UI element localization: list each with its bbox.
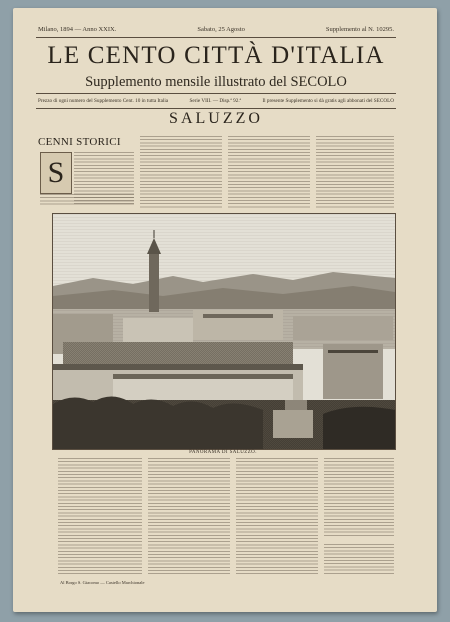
figure-caption: PANORAMA DI SALUZZO. (189, 450, 257, 455)
header-place-year: Milano, 1894 — Anno XXIX. (38, 25, 117, 33)
notice-free: Il presente Supplemento si dà gratis agli abbonati del SECOLO (262, 98, 394, 104)
text-column-lower-1 (58, 458, 142, 576)
header-line (38, 24, 394, 34)
panorama-illustration (52, 213, 396, 450)
header-supplement: Supplemento al N. 10295. (325, 25, 394, 33)
masthead-subtitle: Supplemento mensile illustrato del SECOLO (85, 74, 347, 90)
masthead-title: LE CENTO CITTÀ D'ITALIA (47, 42, 385, 69)
text-column-3 (228, 136, 310, 208)
text-column-1-lower (40, 194, 134, 206)
text-column-lower-3 (236, 458, 318, 576)
notice-rule-bottom (36, 108, 396, 109)
text-column-lower-4-upper (324, 458, 394, 538)
text-column-lower-4-lower (324, 544, 394, 576)
header-rule (36, 37, 396, 38)
notice-line (38, 95, 394, 107)
section-heading: CENNI STORICI (38, 136, 121, 148)
footnote: Al Borgo S. Giacomo — Castello Marchionale (60, 580, 145, 585)
text-column-4 (316, 136, 394, 208)
panorama-engraving (53, 214, 395, 449)
notice-rule-top (36, 93, 396, 94)
text-column-lower-2 (148, 458, 230, 576)
text-column-2 (140, 136, 222, 208)
notice-price: Prezzo di ogni numero del Supplemento Cent. 10 in tutta Italia (38, 98, 169, 104)
header-date: Sabato, 25 Agosto (197, 25, 245, 33)
article-title: SALUZZO (169, 110, 263, 127)
notice-series: Serie VIII. — Disp.ª 92.ª (189, 98, 242, 104)
decorated-initial: S (40, 152, 72, 194)
